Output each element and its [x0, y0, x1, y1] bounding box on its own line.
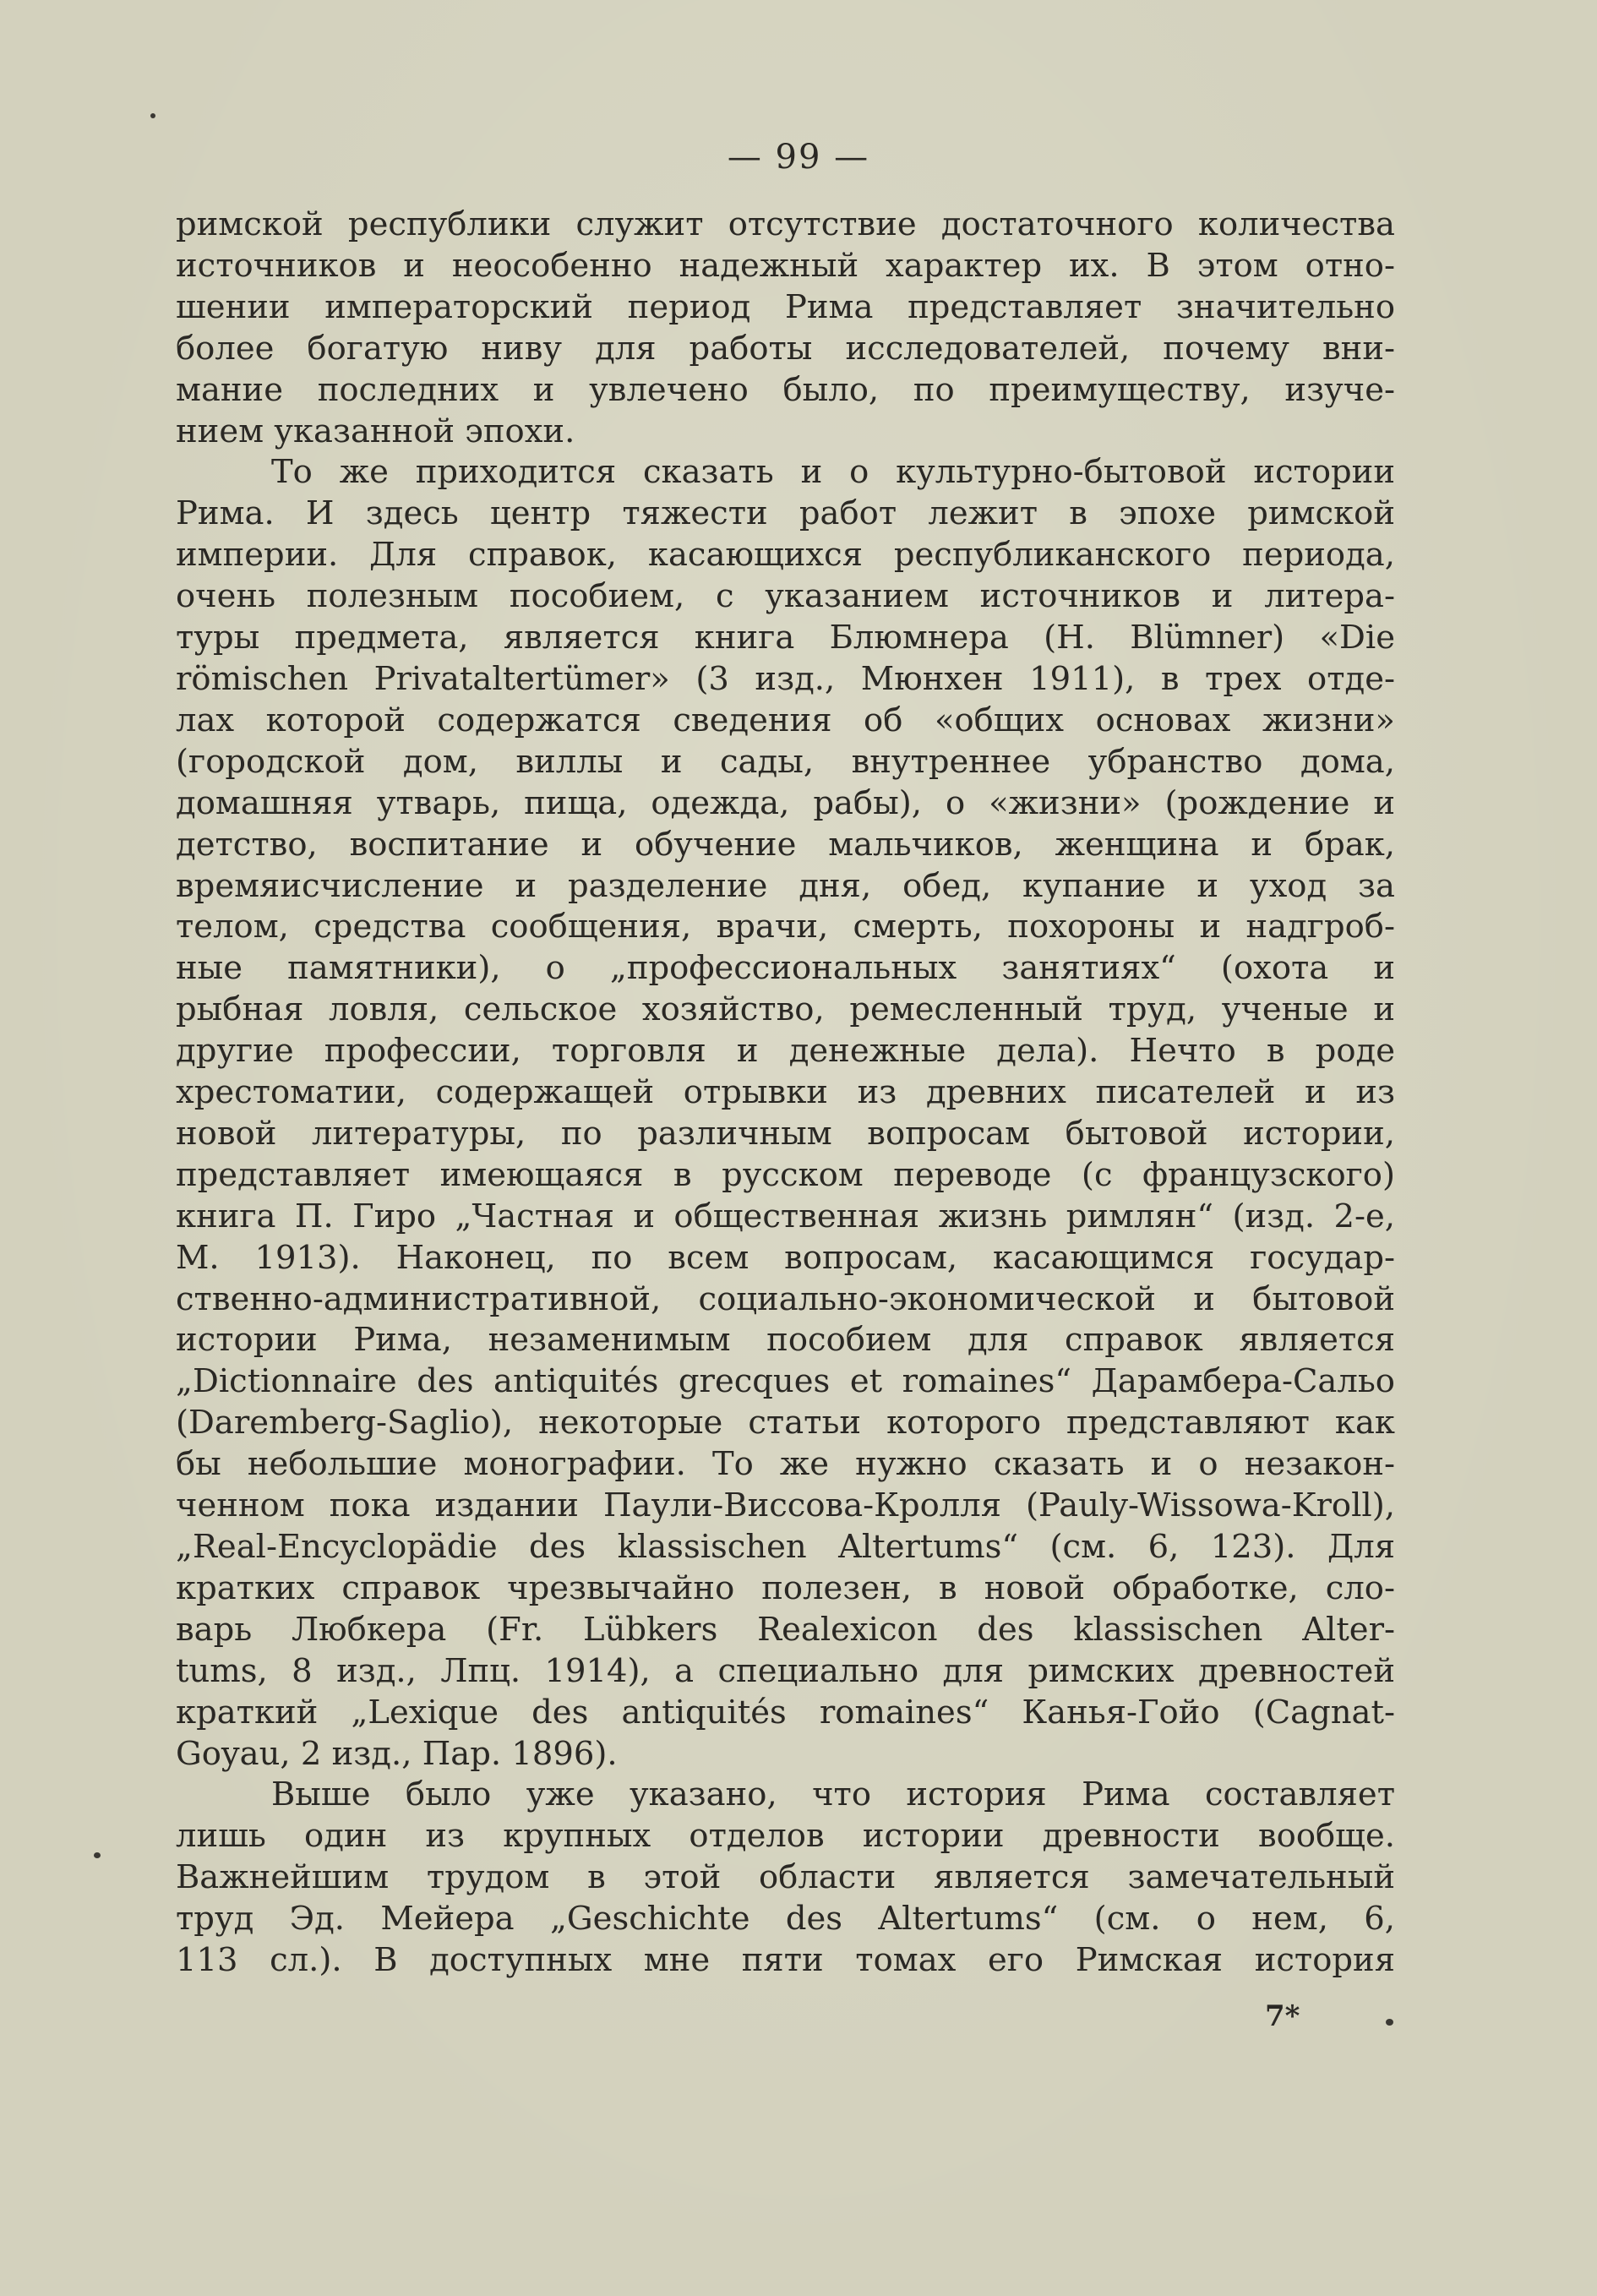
text-line: детство, воспитание и обучение мальчиков, женщина и брак,: [176, 825, 1395, 864]
text-line: хрестоматии, содержащей отрывки из древних писателей и из: [176, 1073, 1395, 1112]
text-line: телом, средства сообщения, врачи, смерть, похороны и надгроб-: [176, 908, 1395, 946]
text-line: новой литературы, по различным вопросам бытовой истории,: [176, 1114, 1395, 1153]
text-line: домашняя утварь, пища, одежда, рабы), о «жизни» (рождение и: [176, 783, 1395, 822]
text-line: шении императорский период Рима представляет значительно: [176, 287, 1395, 326]
text-line: рыбная ловля, сельское хозяйство, ремесленный труд, ученые и: [176, 990, 1395, 1029]
text-line: ченном пока издании Паули-Виссова-Кролля (Pauly-Wissowa-Kroll),: [176, 1486, 1395, 1525]
text-line: бы небольшие монографии. То же нужно сказать и о незакон-: [176, 1445, 1395, 1484]
text-line: краткий „Lexique des antiquités romaines“ Канья-Гойо (Cagnat-: [176, 1693, 1395, 1732]
signature-mark: 7*: [1265, 1999, 1300, 2033]
text-line: истории Рима, незаменимым пособием для справок является: [176, 1321, 1395, 1360]
text-line: другие профессии, торговля и денежные дела). Нечто в роде: [176, 1032, 1395, 1071]
text-line: очень полезным пособием, с указанием источников и литера-: [176, 577, 1395, 616]
text-line: Важнейшим трудом в этой области является замечательный: [176, 1858, 1395, 1897]
ink-speck: [94, 1852, 101, 1858]
text-line: варь Любкера (Fr. Lübkers Realexicon des klassischen Alter-: [176, 1610, 1395, 1649]
text-line: нием указанной эпохи.: [176, 412, 575, 450]
text-line: Выше было уже указано, что история Рима составляет: [271, 1775, 1395, 1814]
paragraph-1: [176, 205, 1395, 452]
text-line: То же приходится сказать и о культурно-бытовой истории: [271, 453, 1395, 492]
text-line: (Daremberg-Saglio), некоторые статьи которого представляют как: [176, 1404, 1395, 1442]
text-line: ственно-административной, социально-экономической и бытовой: [176, 1279, 1395, 1318]
text-line: более богатую ниву для работы исследователей, почему вни-: [176, 329, 1395, 368]
page-number-header: — 99 —: [727, 138, 870, 177]
text-line: туры предмета, является книга Блюмнера (H. Blümner) «Die: [176, 619, 1395, 657]
text-line: М. 1913). Наконец, по всем вопросам, касающимся государ-: [176, 1238, 1395, 1277]
text-line: источников и неособенно надежный характер их. В этом отно-: [176, 246, 1395, 285]
text-line: лах которой содержатся сведения об «общих основах жизни»: [176, 701, 1395, 739]
text-line: Рима. И здесь центр тяжести работ лежит в эпохе римской: [176, 494, 1395, 533]
paragraph-3: [176, 1775, 1395, 1982]
text-line: römischen Privataltertümer» (3 изд., Мюнхен 1911), в трех отде-: [176, 659, 1395, 698]
ink-speck: [1386, 2019, 1393, 2026]
text-line: книга П. Гиро „Частная и общественная жизнь римлян“ (изд. 2-е,: [176, 1197, 1395, 1235]
text-line: империи. Для справок, касающихся республиканского периода,: [176, 536, 1395, 575]
text-line: tums, 8 изд., Лпц. 1914), а специально для римских древностей: [176, 1651, 1395, 1690]
text-line: кратких справок чрезвычайно полезен, в новой обработке, сло-: [176, 1568, 1395, 1607]
text-line: ные памятники), о „профессиональных занятиях“ (охота и: [176, 949, 1395, 988]
body-text: [176, 205, 1395, 1982]
text-line: труд Эд. Мейера „Geschichte des Altertums“ (см. о нем, 6,: [176, 1900, 1395, 1939]
text-line: (городской дом, виллы и сады, внутреннее убранство дома,: [176, 742, 1395, 781]
text-line: 113 сл.). В доступных мне пяти томах его Римская история: [176, 1941, 1395, 1980]
text-line: мание последних и увлечено было, по преимуществу, изуче-: [176, 370, 1395, 409]
text-line: римской республики служит отсутствие достаточного количества: [176, 205, 1395, 243]
text-line: Goyau, 2 изд., Пар. 1896).: [176, 1734, 618, 1773]
paragraph-2: [176, 452, 1395, 1775]
text-line: „Dictionnaire des antiquités grecques et romaines“ Дарамбера-Сальо: [176, 1362, 1395, 1401]
text-line: лишь один из крупных отделов истории древности вообще.: [176, 1817, 1395, 1856]
ink-speck: [150, 113, 155, 118]
text-line: времяисчисление и разделение дня, обед, купание и уход за: [176, 866, 1395, 905]
text-line: представляет имеющаяся в русском переводе (с французского): [176, 1155, 1395, 1194]
text-line: „Real-Encyclopädie des klassischen Altertums“ (см. 6, 123). Для: [176, 1528, 1395, 1566]
